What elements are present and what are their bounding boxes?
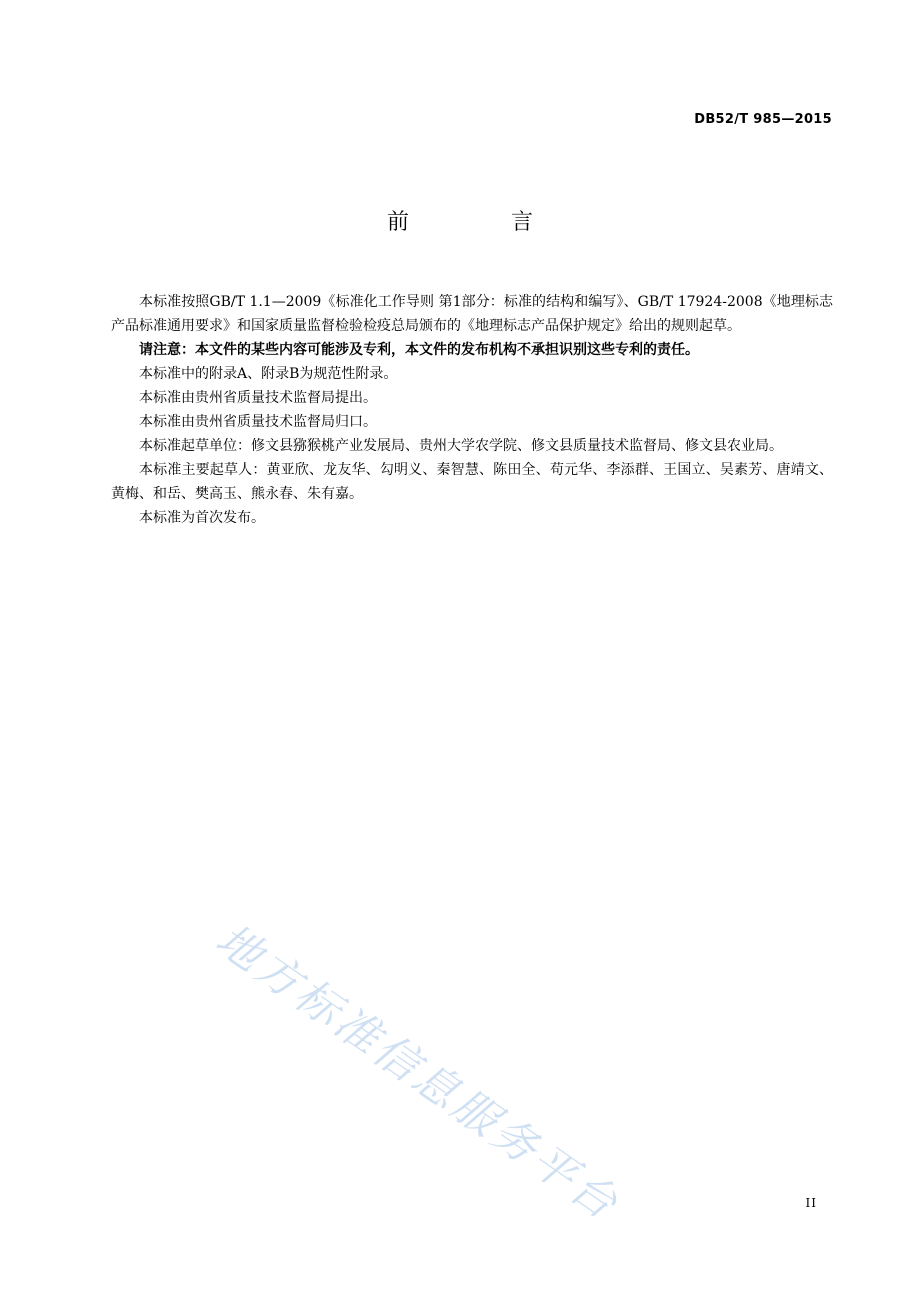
watermark: 地方标准信息服务平台	[206, 914, 629, 1232]
paragraph-first-release: 本标准为首次发布。	[139, 510, 265, 526]
paragraph-appendix: 本标准中的附录A、附录B为规范性附录。	[139, 366, 398, 382]
paragraph-administrator: 本标准由贵州省质量技术监督局归口。	[139, 414, 377, 430]
paragraph-patent-notice: 请注意：本文件的某些内容可能涉及专利，本文件的发布机构不承担识别这些专利的责任。	[139, 342, 699, 358]
standard-code: DB52/T 985—2015	[694, 112, 832, 127]
paragraph-drafters: 本标准主要起草人：黄亚欣、龙友华、勾明义、秦智慧、陈田全、苟元华、李添群、王国立、吴素芳、唐靖文、黄梅、和岳、樊高玉、熊永春、朱有嘉。	[111, 462, 833, 502]
page-number: II	[805, 1196, 817, 1210]
paragraph-proposer: 本标准由贵州省质量技术监督局提出。	[139, 390, 377, 406]
paragraph-drafting-units: 本标准起草单位：修文县猕猴桃产业发展局、贵州大学农学院、修文县质量技术监督局、修文县农业局。	[139, 438, 783, 454]
page-title: 前 言	[386, 210, 573, 235]
preface-body	[111, 290, 833, 530]
paragraph-drafting-rules: 本标准按照GB/T 1.1—2009《标准化工作导则 第1部分：标准的结构和编写》、GB/T 17924-2008《地理标志产品标准通用要求》和国家质量监督检验检疫总局颁布的《地理标志产品保护规定》给出的规则起草。	[111, 294, 833, 334]
